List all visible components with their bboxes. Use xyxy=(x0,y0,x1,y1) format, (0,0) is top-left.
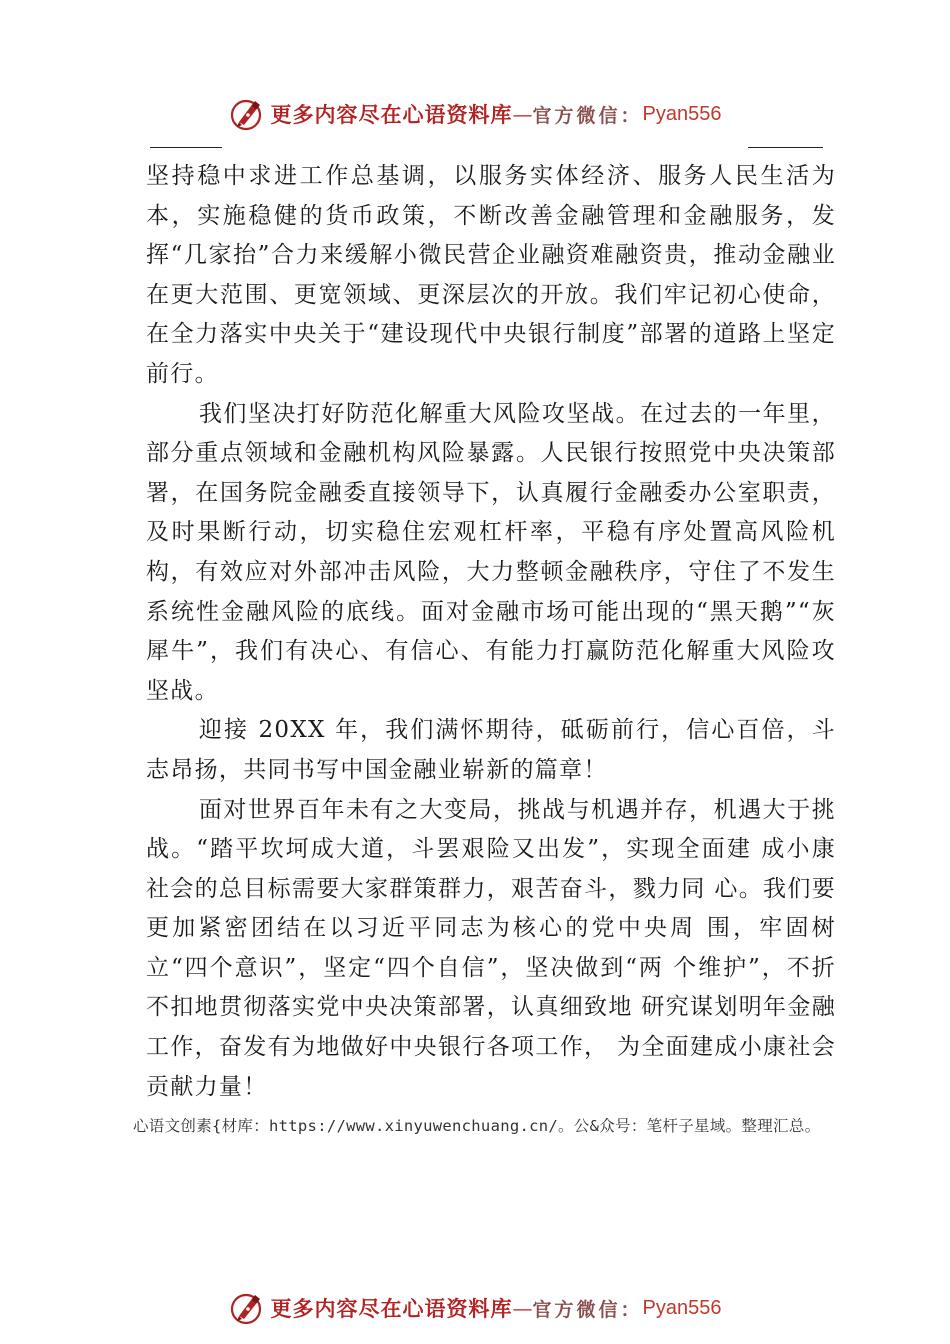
footer-dash: — xyxy=(512,1296,533,1320)
footer-banner xyxy=(0,1286,950,1330)
header-rule-left xyxy=(150,147,222,148)
header-rule-right xyxy=(748,147,823,148)
source-watermark-line: 心语文创素{材库：https://www.xinyuwenchuang.cn/。公&众号：笔杆子星域。整理汇总。 xyxy=(133,1117,821,1135)
paragraph-2: 我们坚决打好防范化解重大风险攻坚战。在过去的一年里，部分重点领域和金融机构风险暴露。人民银行按照党中央决策部署，在国务院金融委直接领导下，认真履行金融委办公室职责，及时果断行动，切实稳住宏观杠杆率，平稳有序处置高风险机构，有效应对外部冲击风险，大力整顿金融秩序，守住了不发生系统性金融风险的底线。面对金融市场可能出现的“黑天鹅”“灰犀牛”，我们有决心、有信心、有能力打赢防范化解重大风险攻坚战。 xyxy=(146,400,836,704)
footer-wechat-label: 官方微信： xyxy=(532,1298,643,1321)
pen-nib-logo-icon xyxy=(229,1290,265,1326)
paragraph-4: 面对世界百年未有之大变局，挑战与机遇并存，机遇大于挑战。“踏平坎坷成大道，斗罢艰险又出发”，实现全面建 成小康社会的总目标需要大家群策群力，艰苦奋斗，戮力同 心。我们要更加紧密团结在以习近平同志为核心的党中央周 围，牢固树立“四个意识”，坚定“四个自信”，坚决做到“两 个维护”，不折不扣地贯彻落实党中央决策部署，认真细致地 研究谋划明年金融工作，奋发有为地做好中央银行各项工作， 为全面建成小康社会贡献力量！ xyxy=(146,796,836,1100)
document-body xyxy=(146,157,836,1107)
footer-promo-text: 更多内容尽在心语资料库 xyxy=(270,1296,513,1321)
pen-nib-logo-icon xyxy=(229,96,265,132)
header-wechat-id: Pyan556 xyxy=(642,102,722,125)
footer-wechat-id: Pyan556 xyxy=(642,1296,722,1319)
paragraph-1: 坚持稳中求进工作总基调，以服务实体经济、服务人民生活为本，实施稳健的货币政策，不断改善金融管理和金融服务，发挥“几家抬”合力来缓解小微民营企业融资难融资贵，推动金融业在更大范围、更宽领域、更深层次的开放。我们牢记初心使命，在全力落实中央关于“建设现代中央银行制度”部署的道路上坚定前行。 xyxy=(146,163,836,387)
header-wechat-label: 官方微信： xyxy=(532,104,643,127)
paragraph-3: 迎接 20XX 年，我们满怀期待，砥砺前行，信心百倍，斗志昂扬，共同书写中国金融业崭新的篇章！ xyxy=(146,717,836,783)
header-banner xyxy=(0,92,950,136)
header-promo-text: 更多内容尽在心语资料库 xyxy=(270,102,513,127)
header-dash: — xyxy=(512,102,533,126)
